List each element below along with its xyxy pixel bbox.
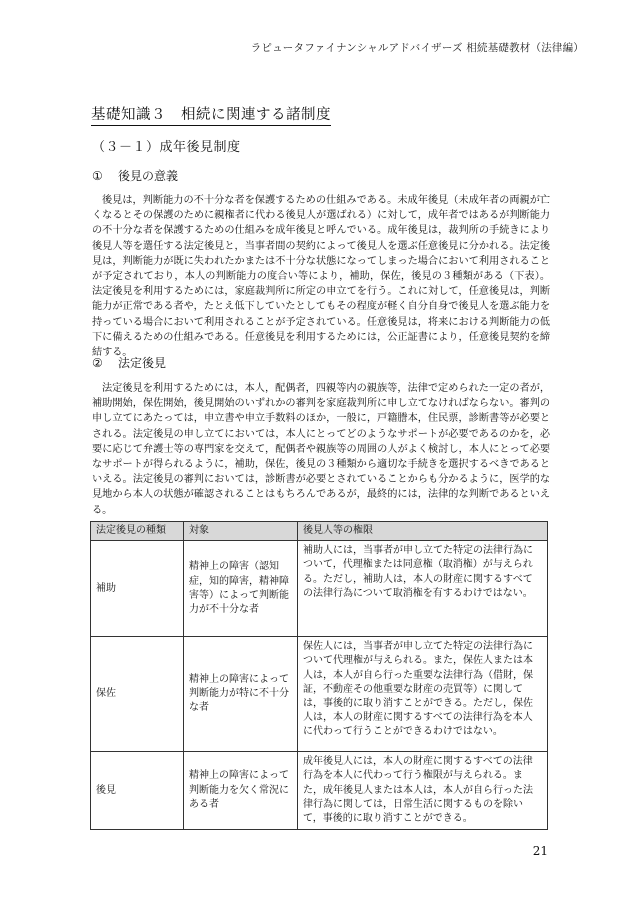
cell-powers: 保佐人には，当事者が申し立てた特定の法律行為について代理権が与えられる。また，保佐人または本人は，本人が自ら行った重要な法律行為（借財，保証，不動産その他重要な財産の売買等）に関しては，事後的に取り消すことができる。ただし，保佐人は，本人の財産に関するすべての法律行為を本人に代わって行うことができるわけではない。 — [298, 637, 548, 752]
header-cell-type: 法定後見の種類 — [91, 522, 184, 541]
page-number: 21 — [532, 844, 548, 858]
main-title: 基礎知識３ 相続に関連する諸制度 — [91, 103, 331, 126]
subsection-heading-meaning — [92, 167, 178, 184]
paragraph-guardianship-meaning: 後見は，判断能力の不十分な者を保護するための仕組みである。未成年後見（未成年者の両親が亡くなるとその保護のために親権者に代わる後見人が選ばれる）に対して，成年者ではあるが判断能力の不十分な者を保護するための仕組みを成年後見と呼んでいる。成年後見は，裁判所の手続きにより後見人等を選任する法定後見と，当事者間の契約によって後見人を選ぶ任意後見に分かれる。法定後見は，判断能力が既に失われたかまたは不十分な状態になってしまった場合において利用されることが予定されており，本人の判断能力の度合い等により，補助，保佐，後見の３種類がある（下表）。法定後見を利用するためには，家庭裁判所に所定の申立てを行う。これに対して，任意後見は，判断能力が正常である者や，たとえ低下していたとしてもその程度が軽く自分自身で後見人を選ぶ能力を持っている場合において利用されることが予定されている。任意後見は，将来における判断能力の低下に備えるための仕組みである。任意後見を利用するためには，公正証書により，任意後見契約を締結する。 — [92, 195, 550, 359]
table-row — [91, 637, 548, 752]
table-row — [91, 752, 548, 830]
paragraph-legal-guardianship: 法定後見を利用するためには，本人，配偶者，四親等内の親族等，法律で定められた一定の者が，補助開始，保佐開始，後見開始のいずれかの審判を家庭裁判所に申し立てなければならない。審判の申し立てにあたっては，申立書や申立手数料のほか，一般に，戸籍謄本，住民票，診断書等が必要とされる。法定後見の申し立てにおいては，本人にとってどのようなサポートが必要であるのかを，必要に応じて弁護士等の専門家を交えて，配偶者や親族等の周囲の人がよく検討し，本人にとって必要なサポートが得られるように，補助，保佐，後見の３種類から適切な手続きを選択するべきであるといえる。法定後見の審判においては，診断書が必要とされていることからも分かるように，医学的な見地から本人の状態が確認されることはもちろんであるが，最終的には，法律的な判断であるといえる。 — [92, 383, 550, 516]
cell-powers: 成年後見人には，本人の財産に関するすべての法律行為を本人に代わって行う権限が与えられる。また，成年後見人または本人は，本人が自ら行った法律行為に関しては，日常生活に関するものを除いて，事後的に取り消すことができる。 — [298, 752, 548, 830]
subsection-number: ① — [92, 169, 103, 183]
cell-target: 精神上の障害（認知症，知的障害，精神障害等）によって判断能力が不十分な者 — [184, 541, 298, 637]
guardianship-types-table — [90, 521, 548, 830]
cell-target: 精神上の障害によって判断能力を欠く常況にある者 — [184, 752, 298, 830]
cell-type: 保佐 — [91, 637, 184, 752]
subsection-title: 法定後見 — [118, 356, 167, 370]
table-header-row — [91, 522, 548, 541]
subsection-heading-legal-guardianship — [92, 354, 166, 371]
header-cell-powers: 後見人等の権限 — [298, 522, 548, 541]
cell-type: 後見 — [91, 752, 184, 830]
table-row — [91, 541, 548, 637]
running-header: ラピュータファイナンシャルアドバイザーズ 相続基礎教材（法律編） — [250, 42, 584, 54]
section-title: （３－１）成年後見制度 — [92, 140, 241, 155]
subsection-number: ② — [92, 356, 103, 370]
cell-target: 精神上の障害によって判断能力が特に不十分な者 — [184, 637, 298, 752]
cell-powers: 補助人には，当事者が申し立てた特定の法律行為について，代理権または同意権（取消権）が与えられる。ただし，補助人は，本人の財産に関するすべての法律行為について取消権を有するわけではない。 — [298, 541, 548, 637]
subsection-title: 後見の意義 — [118, 169, 179, 183]
header-cell-target: 対象 — [184, 522, 298, 541]
cell-type: 補助 — [91, 541, 184, 637]
